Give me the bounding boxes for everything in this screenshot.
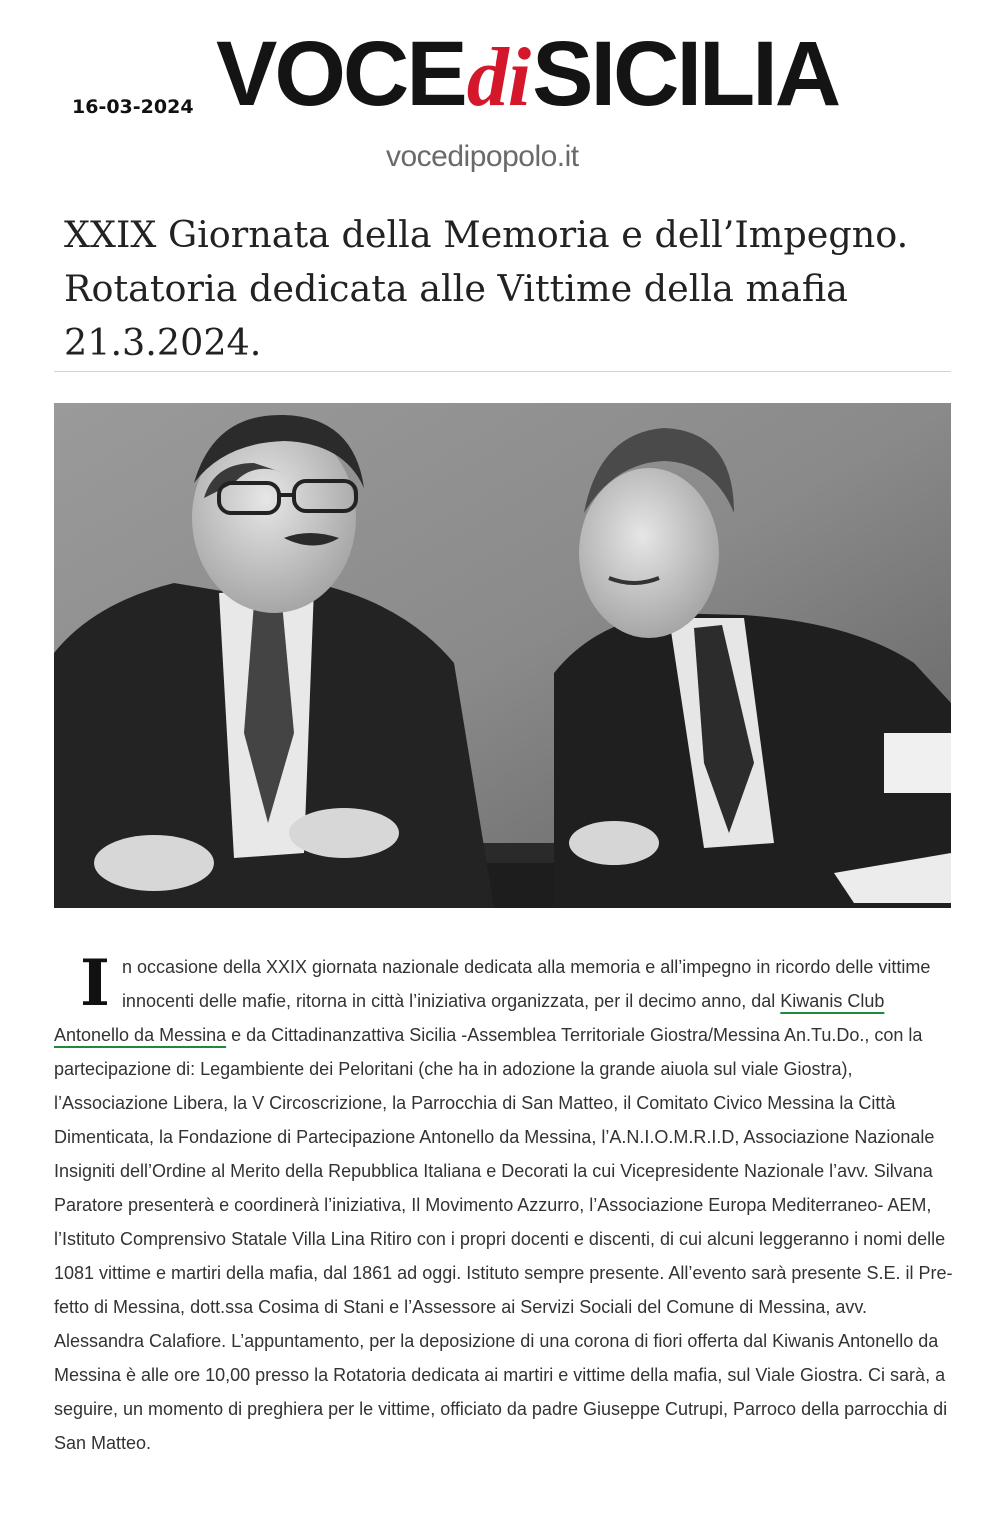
dropcap-letter: I [80,946,110,1021]
masthead-voce: VOCE [216,23,465,125]
article-text-rest: e da Cittadinanzattiva Sicilia -Assemblea Territoriale Giostra/Messina An.Tu.Do., con la partecipazione di: Legambiente dei Peloritani (che ha in adozione la grande aiuola sul viale Giostra), l’Associazione Libera, la V Circoscrizione, la Parrocchia di San Matteo, il Comitato Civico Messina la Città Dimenticata, la Fondazione di Partecipazione Antonello da Messina, l’A.N.I.O.M.R.I.D, Associazione Nazionale Insigniti dell’Ordine al Merito della Repubblica Italiana e Decorati la cui Vicepresidente Nazionale l’avv. Silvana Paratore presenterà e coordinerà l’iniziativa, Il Movimento Azzurro, l’Associazione Europa Mediterraneo- AEM, l’Istituto Comprensivo Statale Villa Lina Ritiro con i propri docenti e discenti, di cui alcuni leggeranno i nomi delle 1081 vittime e martiri della mafia, dal 1861 ad oggi. Istituto sempre presente. All’evento sarà presente S.E. il Prefetto di Messina, dott.ssa Cosima di Stani e l’Assessore ai Servizi Sociali del Comune di Messina, avv. Alessandra Calafiore. L’appuntamento, per la deposizione di una corona di fiori offerta dal Kiwanis Antonello da Messina è alle ore 10,00 presso la Rotatoria dedicata ai martiri e vittime della mafia, sul Viale Giostra. Ci sarà, a seguire, un momento di preghiera per le vittime, officiato da padre Giuseppe Cutrupi, Parroco della parrocchia di San Matteo. [54,1025,953,1453]
article-paragraph [54,946,954,1460]
article-body [54,946,954,1460]
article-text-intro: n occasione della XXIX giornata nazionale dedicata alla memoria e all’impegno in ricordo delle vittime innocenti delle mafie, ritorna in città l’iniziativa organizzata, per il decimo anno, dal [121,957,931,1011]
article-title: XXIX Giornata della Memoria e dell’Impegno. Rotatoria dedicata alle Vittime della mafia 21.3.2024. [64,213,909,364]
masthead-sicilia: SICILIA [532,23,839,125]
article-photo [54,403,951,908]
date-stamp: 16-03-2024 [72,96,194,118]
masthead-logo[interactable] [216,23,839,125]
masthead-di: di [466,31,531,124]
site-url[interactable]: vocedipopolo.it [386,140,579,173]
kiwanis-link[interactable]: Kiwanis Club Antonello da Messina [54,991,885,1045]
title-divider [54,371,951,372]
